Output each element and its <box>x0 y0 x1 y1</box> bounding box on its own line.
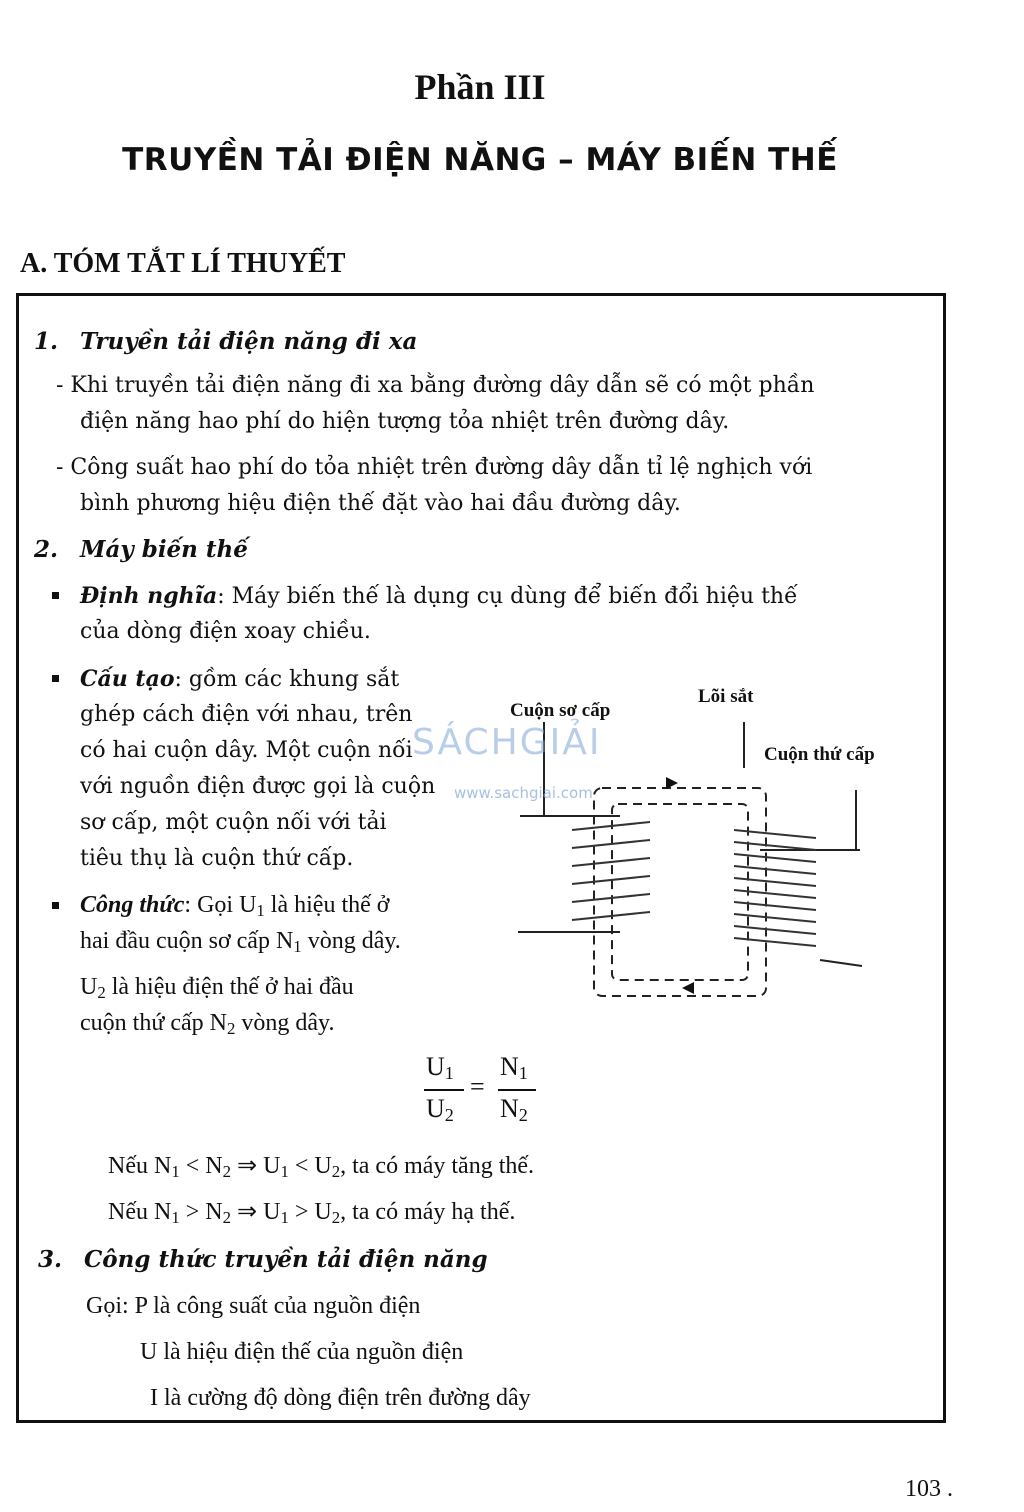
subscript: 2 <box>97 983 106 1002</box>
formula-line1 <box>80 887 389 923</box>
formula-text: : Gọi U <box>184 892 257 918</box>
fraction-bar-right <box>498 1089 536 1091</box>
subscript: 1 <box>293 937 302 956</box>
s2-title: Máy biến thế <box>80 536 248 563</box>
equals-sign: = <box>470 1072 485 1101</box>
structure-line4: với nguồn điện được gọi là cuộn <box>80 774 436 799</box>
structure-line2: ghép cách điện với nhau, trên <box>80 702 413 727</box>
condition-step-down: Nếu $N_1 > N_2$ ⇒ $U_1 > U_2$, ta có máy hạ thế. <box>108 1199 516 1227</box>
definition-line2: của dòng điện xoay chiều. <box>80 619 371 644</box>
label-secondary-coil: Cuộn thứ cấp <box>764 744 875 765</box>
part-title: Phần III <box>414 67 546 107</box>
formula-line3 <box>80 969 354 1005</box>
s1-number: 1. <box>34 328 59 355</box>
s2-number: 2. <box>34 536 59 563</box>
s1-title: Truyền tải điện năng đi xa <box>80 328 418 355</box>
s3-number: 3. <box>38 1246 63 1273</box>
formula-line2 <box>80 923 401 959</box>
s3-line2: U là hiệu điện thế của nguồn điện <box>140 1339 464 1365</box>
structure-line5: sơ cấp, một cuộn nối với tải <box>80 810 387 835</box>
formula-text: là hiệu điện thế ở hai đầu <box>105 974 354 1000</box>
subscript: 1 <box>256 901 265 920</box>
structure-line3: có hai cuộn dây. Một cuộn nối <box>80 738 413 763</box>
definition-text: : Máy biến thế là dụng cụ dùng để biến đổi hiệu thế <box>217 584 798 609</box>
flux-arrow-icon <box>682 982 694 994</box>
structure-text: : gồm các khung sắt <box>174 667 400 692</box>
core-outer-outline <box>594 788 766 996</box>
label-iron-core: Lõi sắt <box>698 686 754 707</box>
secondary-coil <box>734 830 816 946</box>
fraction-right-denominator: $N_2$ <box>500 1094 528 1125</box>
s1-p2-line2: bình phương hiệu điện thế đặt vào hai đầu đường dây. <box>80 491 681 516</box>
structure-line1 <box>80 661 399 698</box>
definition-line1 <box>80 578 798 615</box>
definition-term: Định nghĩa <box>80 583 218 609</box>
s1-p2-line1: - Công suất hao phí do tỏa nhiệt trên đường dây dẫn tỉ lệ nghịch với <box>56 455 813 480</box>
page-number: 103 . <box>905 1476 953 1502</box>
core-inner-outline <box>612 804 748 980</box>
watermark-url: www.sachgiai.com <box>454 784 593 802</box>
chapter-title: TRUYỀN TẢI ĐIỆN NĂNG – MÁY BIẾN THẾ <box>122 142 838 178</box>
formula-text: vòng dây. <box>301 928 401 954</box>
s3-title: Công thức truyền tải điện năng <box>84 1246 488 1273</box>
formula-text: cuộn thứ cấp N <box>80 1010 227 1036</box>
secondary-lead-bottom <box>820 960 862 966</box>
fraction-bar-left <box>424 1089 464 1091</box>
structure-term: Cấu tạo <box>80 666 175 692</box>
bullet-icon <box>52 592 59 599</box>
s3-line1: Gọi: P là công suất của nguồn điện <box>86 1293 421 1319</box>
bullet-icon <box>52 902 59 909</box>
section-heading: A. TÓM TẮT LÍ THUYẾT <box>20 248 346 279</box>
watermark-logo: SÁCHGIẢI <box>412 722 602 763</box>
subscript: 2 <box>226 1019 236 1038</box>
s1-p1-line1: - Khi truyền tải điện năng đi xa bằng đường dây dẫn sẽ có một phần <box>56 373 815 398</box>
structure-line6: tiêu thụ là cuộn thứ cấp. <box>80 846 354 871</box>
condition-step-up: Nếu $N_1 < N_2$ ⇒ $U_1 < U_2$, ta có máy tăng thế. <box>108 1153 535 1181</box>
label-primary-coil: Cuộn sơ cấp <box>510 700 611 721</box>
fraction-right-numerator: $N_1$ <box>500 1052 528 1083</box>
fraction-left-numerator: $U_1$ <box>426 1052 454 1083</box>
s3-line3: I là cường độ dòng điện trên đường dây <box>150 1385 531 1411</box>
formula-line4 <box>80 1005 334 1041</box>
formula-text: hai đầu cuộn sơ cấp N <box>80 928 294 954</box>
fraction-left-denominator: $U_2$ <box>426 1094 454 1125</box>
formula-term: Công thức <box>80 892 185 918</box>
bullet-icon <box>52 675 59 682</box>
formula-text: vòng dây. <box>235 1010 335 1036</box>
formula-text: U <box>80 974 98 1000</box>
s1-p1-line2: điện năng hao phí do hiện tượng tỏa nhiệt trên đường dây. <box>80 409 730 434</box>
formula-text: là hiệu thế ở <box>264 892 390 918</box>
flux-arrow-icon <box>666 777 678 789</box>
